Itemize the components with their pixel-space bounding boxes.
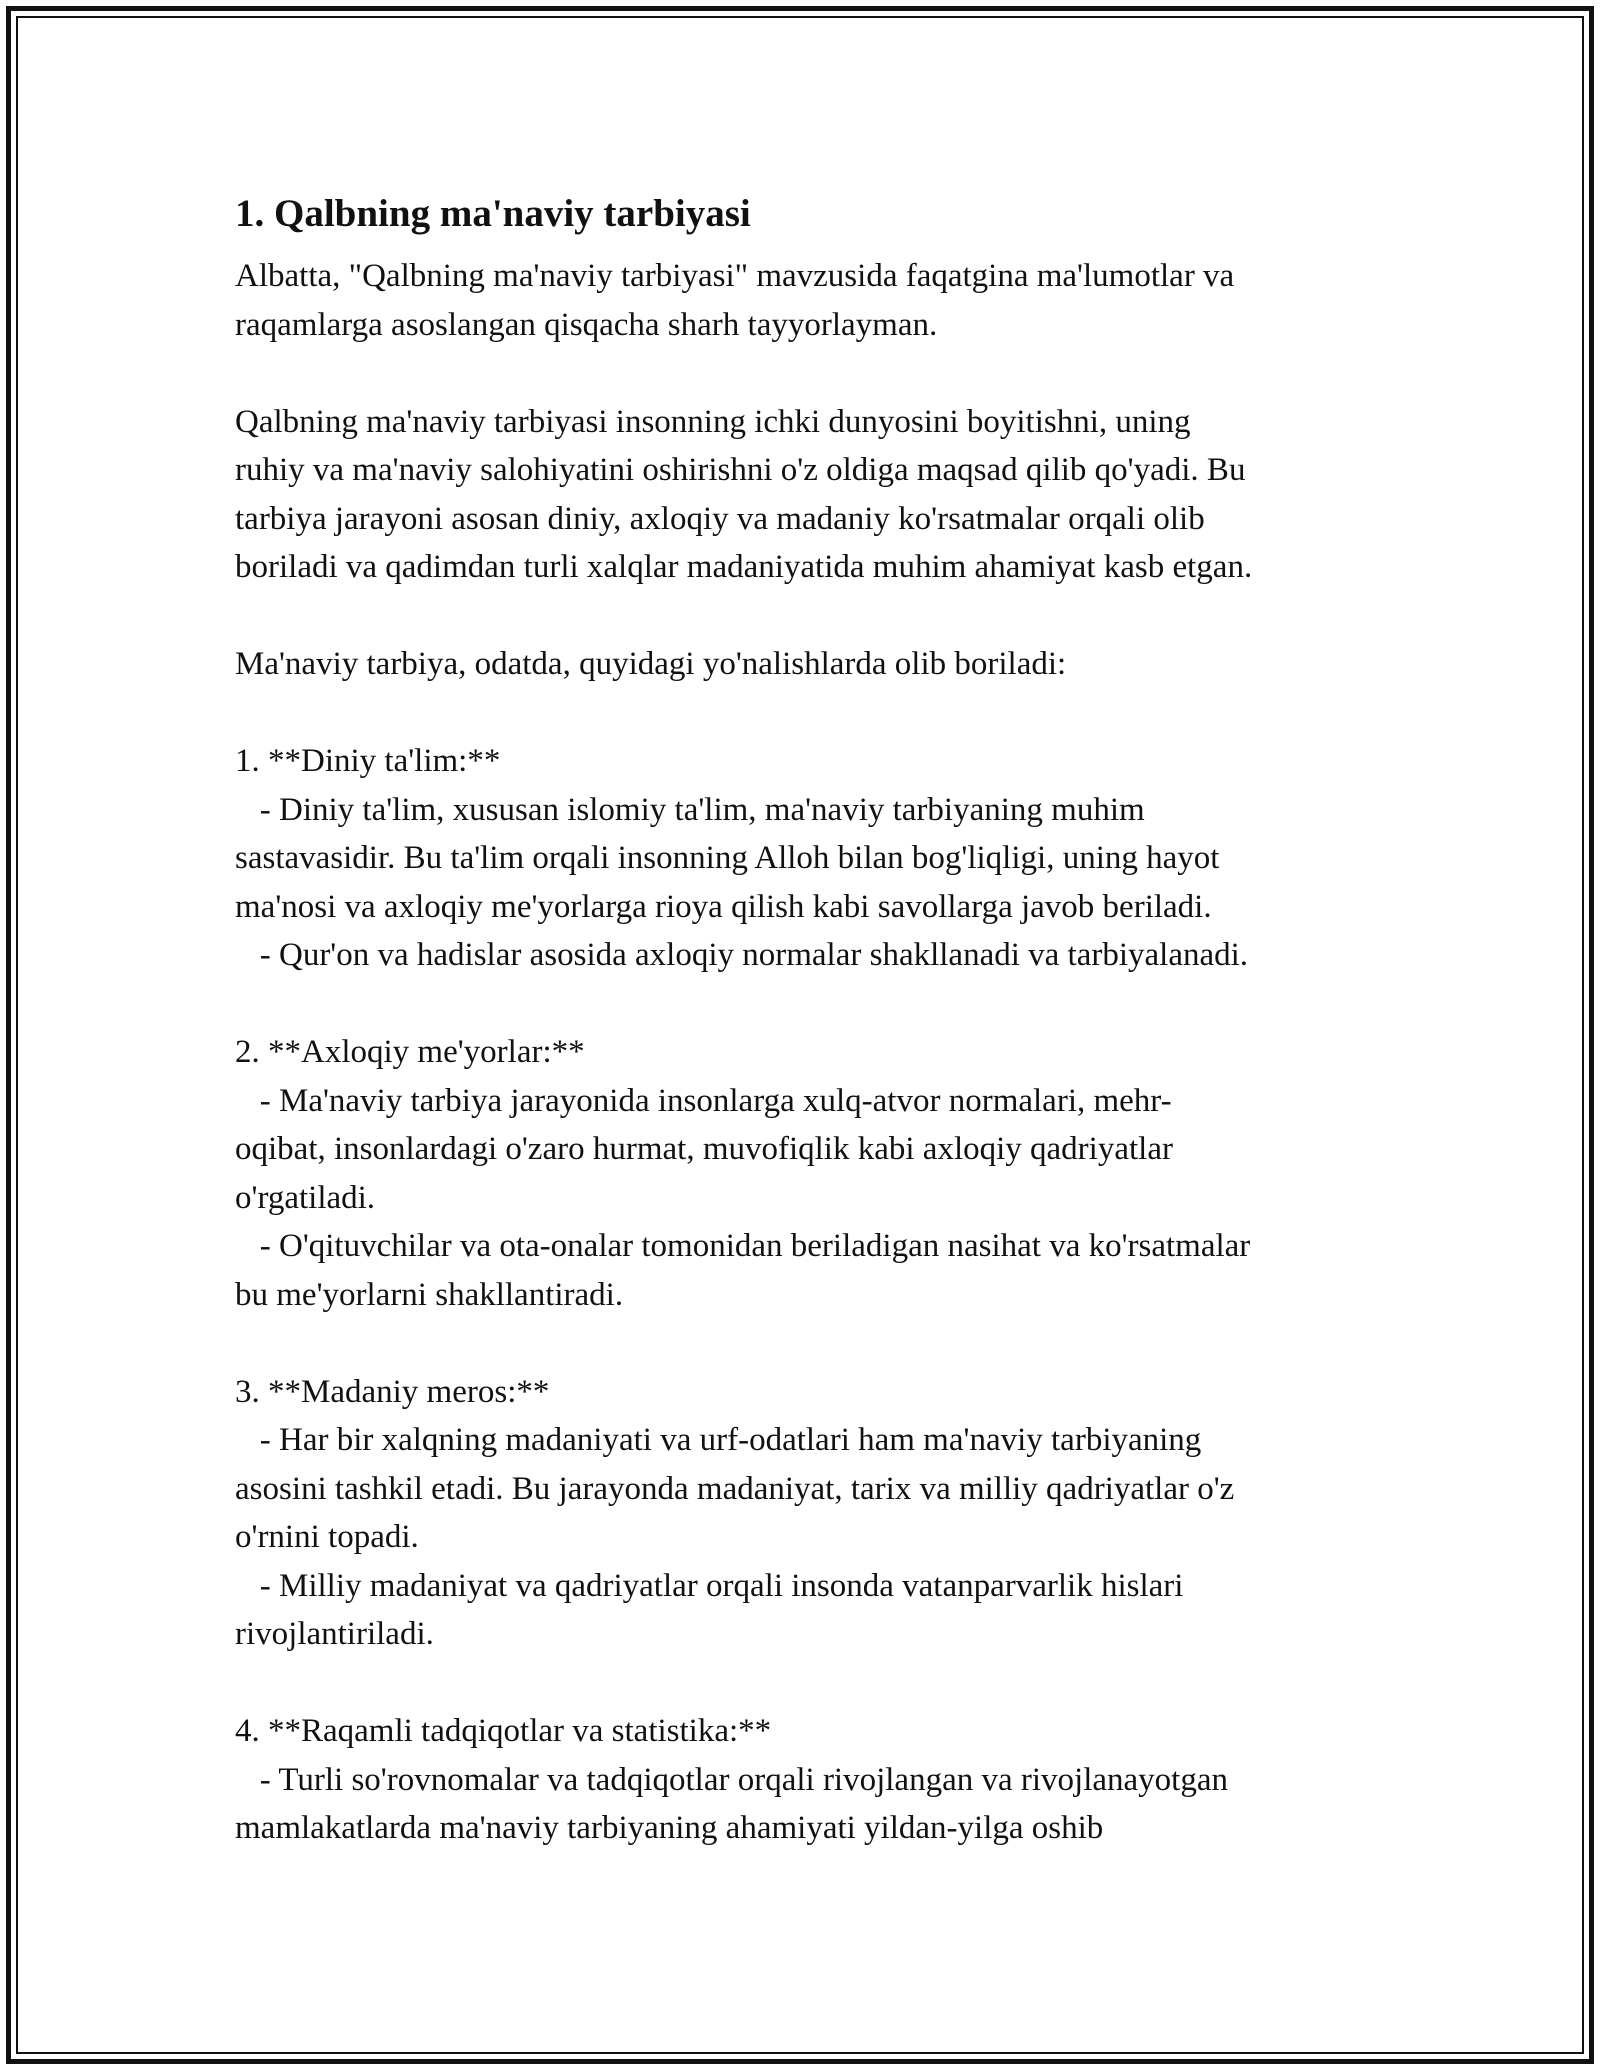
section-digital-research [235, 1707, 1385, 1853]
section-religious-education [235, 737, 1385, 980]
document-heading: 1. Qalbning ma'naviy tarbiyasi [235, 192, 751, 235]
section-bullet: - O'qituvchilar va ota-onalar tomonidan beriladigan nasihat va ko'rsatmalar bu me'yorlarni shakllantiradi. [235, 1228, 1251, 1313]
section-bullet: - Ma'naviy tarbiya jarayonida insonlarga xulq-atvor normalari, mehr- oqibat, insonlardagi o'zaro hurmat, muvofiqlik kabi axloqiy qadriyatlar o'rgatiladi. [235, 1082, 1173, 1216]
section-title: 4. **Raqamli tadqiqotlar va statistika:** [235, 1713, 772, 1749]
directions-paragraph: Ma'naviy tarbiya, odatda, quyidagi yo'nalishlarda olib boriladi: [235, 646, 1067, 682]
document-body [235, 186, 1385, 1901]
description-paragraph: Qalbning ma'naviy tarbiyasi insonning ichki dunyosini boyitishni, uning ruhiy va ma'naviy salohiyatini oshirishni o'z oldiga maqsad qilib qo'yadi. Bu tarbiya jarayoni asosan diniy, axloqiy va madaniy ko'rsatmalar orqali olib boriladi va qadimdan turli xalqlar madaniyatida muhim ahamiyat kasb etgan. [235, 403, 1253, 585]
intro-paragraph: Albatta, "Qalbning ma'naviy tarbiyasi" mavzusida faqatgina ma'lumotlar va raqamlarga asoslangan qisqacha sharh tayyorlayman. [235, 258, 1235, 343]
section-bullet: - Har bir xalqning madaniyati va urf-odatlari ham ma'naviy tarbiyaning asosini tashkil etadi. Bu jarayonda madaniyat, tarix va milliy qadriyatlar o'z o'rnini topadi. [235, 1422, 1235, 1555]
section-title: 3. **Madaniy meros:** [235, 1373, 550, 1410]
section-title: 1. **Diniy ta'lim:** [235, 743, 501, 779]
section-bullet: - Diniy ta'lim, xususan islomiy ta'lim, ma'naviy tarbiyaning muhim sastavasidir. Bu ta'lim orqali insonning Alloh bilan bog'liqligi, uning hayot ma'nosi va axloqiy me'yorlarga rioya qilish kabi savollarga javob beriladi. [235, 791, 1220, 925]
section-bullet: - Turli so'rovnomalar va tadqiqotlar orqali rivojlangan va rivojlanayotgan mamlakatlarda ma'naviy tarbiyaning ahamiyati yildan-yilga oshib [235, 1761, 1228, 1846]
section-bullet: - Qur'on va hadislar asosida axloqiy normalar shakllanadi va tarbiyalanadi. [235, 937, 1249, 973]
section-title: 2. **Axloqiy me'yorlar:** [235, 1034, 585, 1070]
section-bullet: - Milliy madaniyat va qadriyatlar orqali insonda vatanparvarlik hislari rivojlantiriladi. [235, 1567, 1184, 1652]
section-moral-norms [235, 1028, 1385, 1319]
section-cultural-heritage [235, 1368, 1385, 1659]
